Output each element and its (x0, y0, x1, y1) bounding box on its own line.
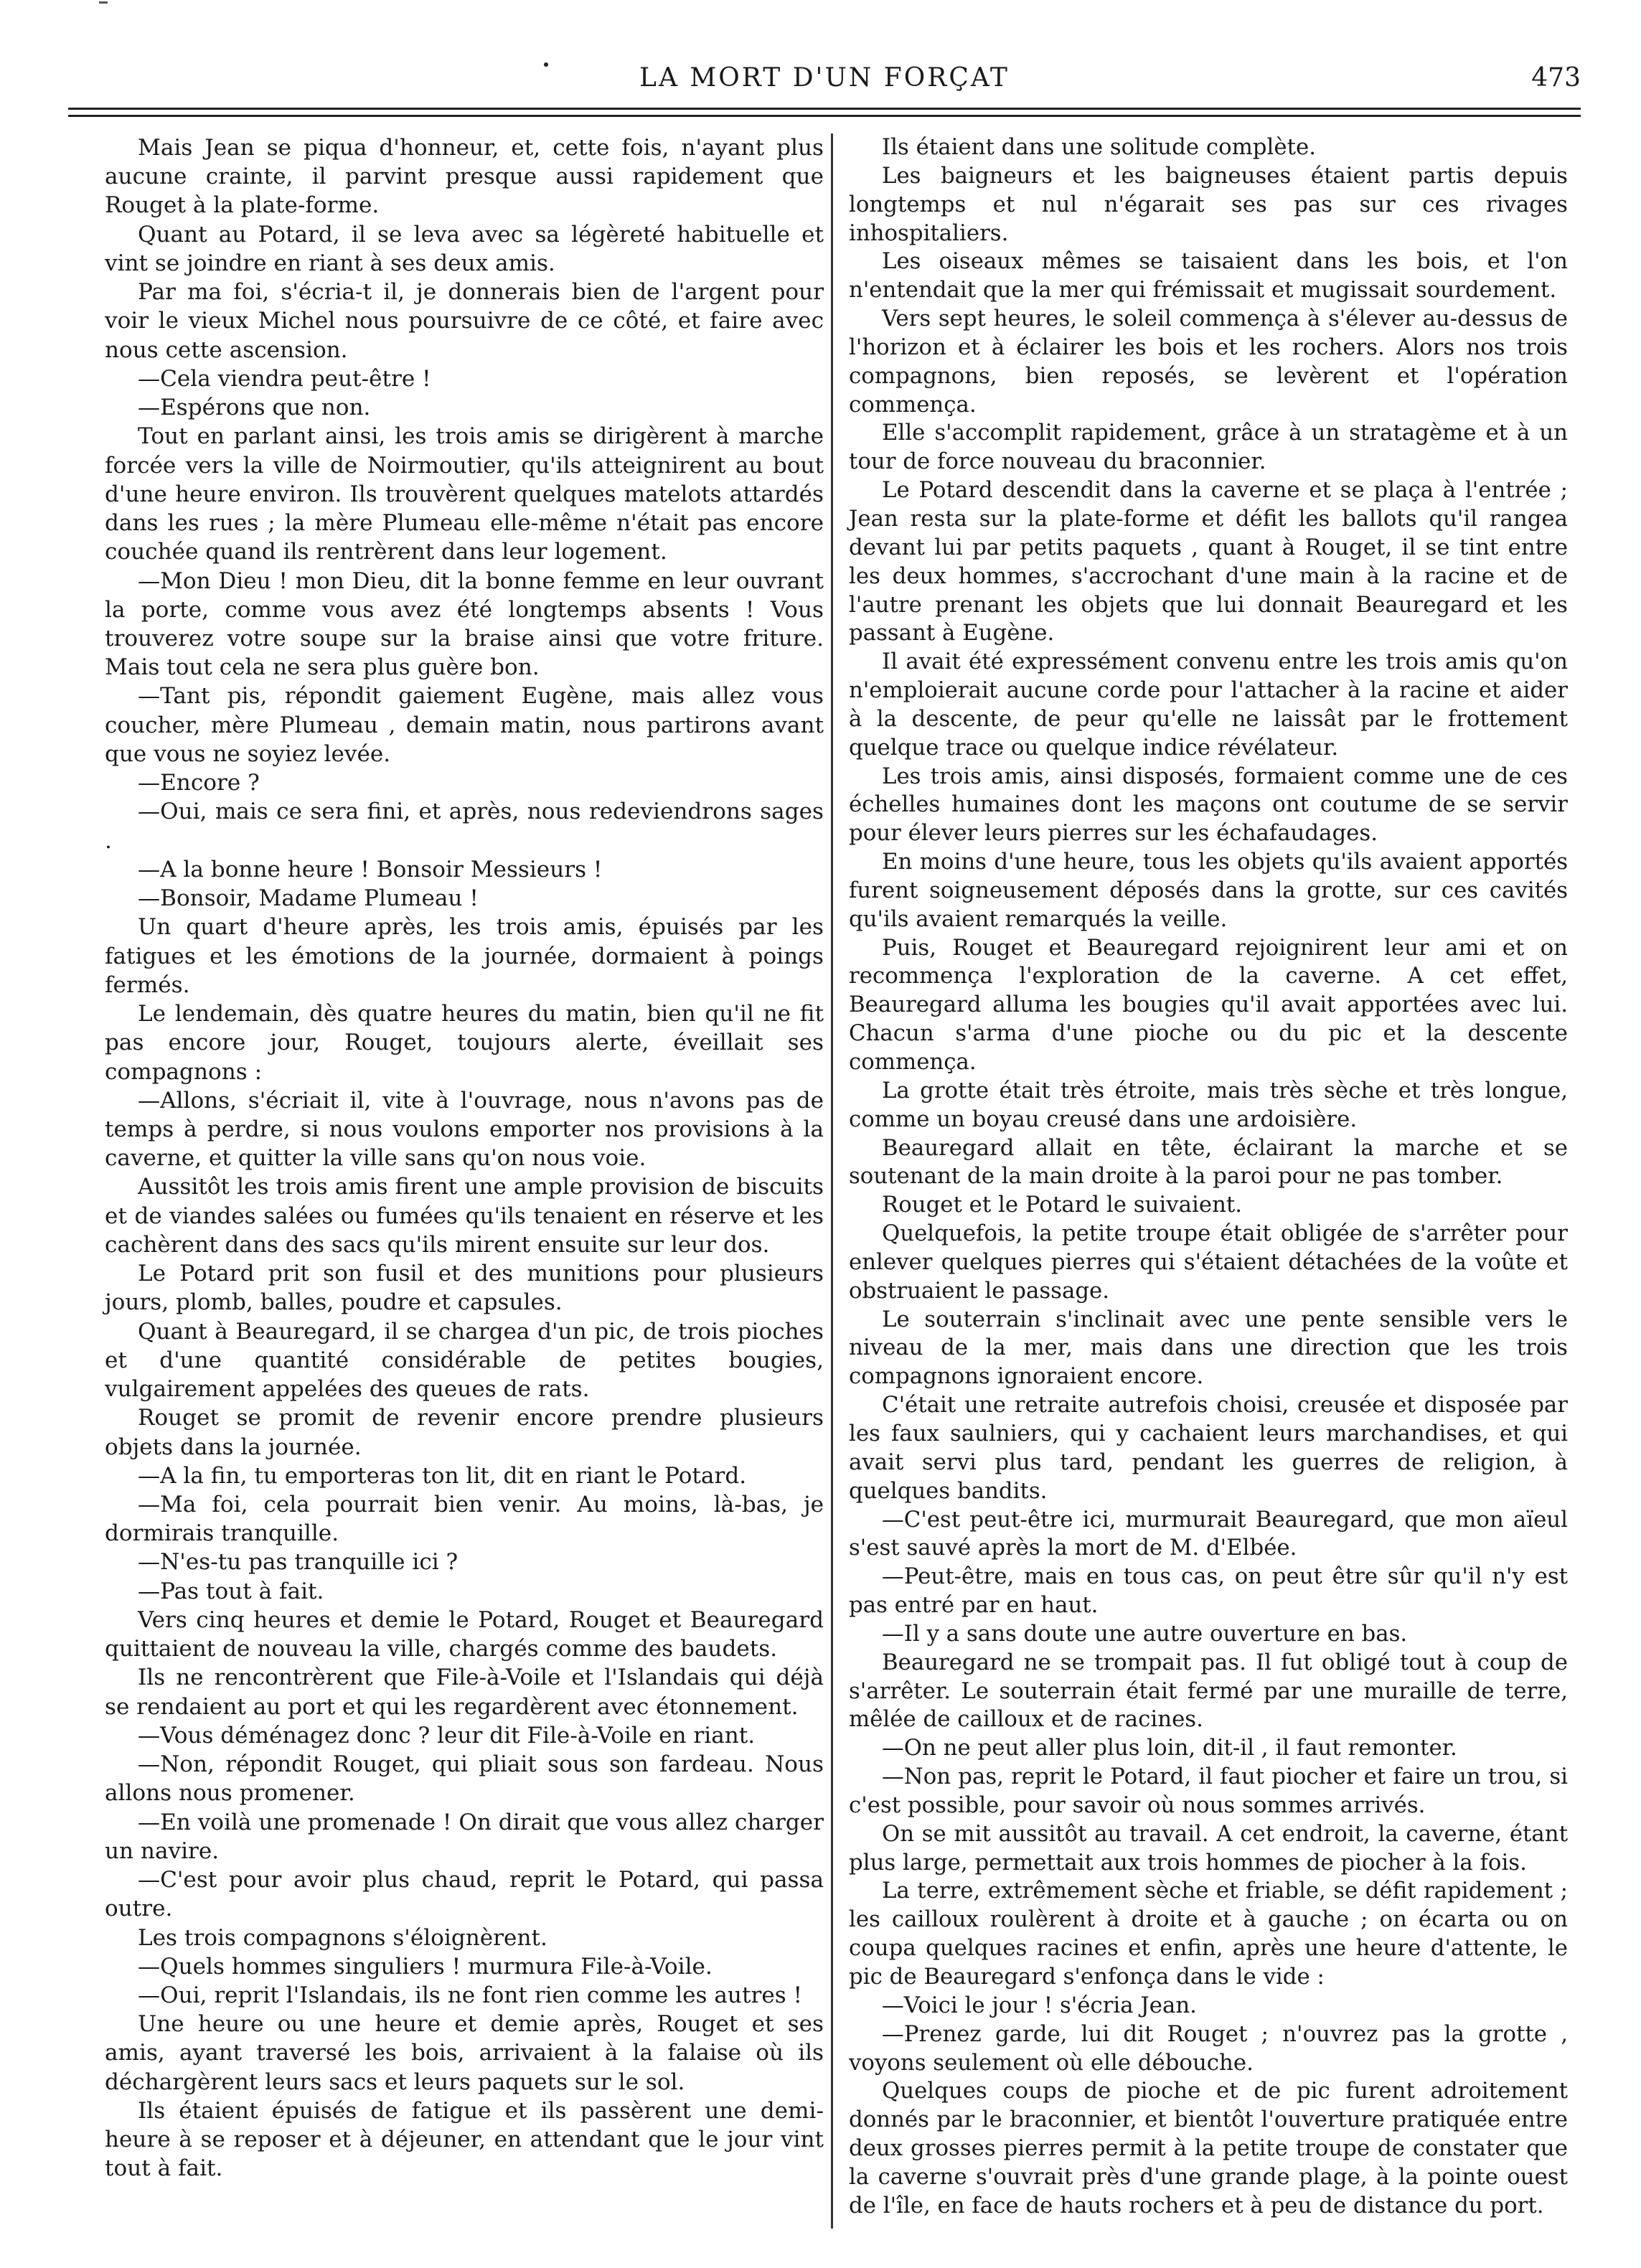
paragraph: —Vous déménagez donc ? leur dit File-à-Voile en riant. (138, 1722, 756, 1749)
paragraph: Quelques coups de pioche et de pic furent adroitement donnés par le braconnier, et bientôt l'ouverture pratiquée entre deux grosses pierres permit à la petite troupe de constater que la caverne s'ouvrait près d'une grande plage, à la pointe ouest de l'île, en face de hauts rochers et à peu de distance du port. (849, 2078, 1568, 2218)
paragraph: —En voilà une promenade ! On dirait que vous allez charger un navire. (105, 1809, 824, 1864)
paragraph: —Mon Dieu ! mon Dieu, dit la bonne femme en leur ouvrant la porte, comme vous avez été longtemps absents ! Vous trouverez votre soupe sur la braise ainsi que votre friture. Mais tout cela ne sera plus guère bon. (105, 568, 824, 681)
paragraph: La terre, extrêmement sèche et friable, se défit rapidement ; les cailloux roulèrent à droite et à gauche ; on écarta ou on coupa quelques racines et enfin, après une heure d'attente, le pic de Beauregard s'enfonça dans le vide : (849, 1878, 1568, 1990)
paragraph: —On ne peut aller plus loin, dit-il , il faut remonter. (882, 1735, 1457, 1761)
paragraph: La grotte était très étroite, mais très sèche et très longue, comme un boyau creusé dans une ardoisière. (849, 1077, 1568, 1132)
paragraph: Les trois amis, ainsi disposés, formaient comme une de ces échelles humaines dont les maçons ont coutume de se servir pour élever leurs pierres sur les échafaudages. (849, 763, 1568, 847)
paragraph: —C'est pour avoir plus chaud, reprit le Potard, qui passa outre. (105, 1867, 824, 1922)
paragraph: —Voici le jour ! s'écria Jean. (882, 1992, 1197, 2018)
paragraph: Ils étaient épuisés de fatigue et ils passèrent une demi-heure à se reposer et à déjeuner, en attendant que le jour vint tout à fait. (105, 2097, 824, 2182)
paragraph: —N'es-tu pas tranquille ici ? (138, 1549, 459, 1576)
paragraph: Les baigneurs et les baigneuses étaient partis depuis longtemps et nul n'égarait ses pas sur ces rivages inhospitaliers. (849, 162, 1568, 246)
paragraph: —Bonsoir, Madame Plumeau ! (138, 885, 479, 912)
paragraph: —Prenez garde, lui dit Rouget ; n'ouvrez pas la grotte , voyons seulement où elle débouche. (849, 2020, 1568, 2076)
column-divider (831, 133, 833, 2229)
paragraph: En moins d'une heure, tous les objets qu'ils avaient apportés furent soigneusement déposés dans la grotte, sur ces cavités qu'ils avaient remarqués la veille. (849, 849, 1568, 932)
paragraph: —A la fin, tu emporteras ton lit, dit en riant le Potard. (138, 1462, 747, 1489)
paragraph: Tout en parlant ainsi, les trois amis se dirigèrent à marche forcée vers la ville de Noirmoutier, qu'ils atteignirent au bout d'une heure environ. Ils trouvèrent quelques matelots attardés dans les rues ; la mère Plumeau elle-même n'était pas encore couchée quand ils rentrèrent dans leur logement. (105, 423, 824, 565)
paragraph: Rouget et le Potard le suivaient. (882, 1192, 1243, 1218)
paragraph: Une heure ou une heure et demie après, Rouget et ses amis, ayant traversé les bois, arrivaient à la falaise où ils déchargèrent leurs sacs et leurs paquets sur le sol. (105, 2011, 824, 2095)
paragraph: Elle s'accomplit rapidement, grâce à un stratagème et à un tour de force nouveau du braconnier. (849, 420, 1568, 475)
paragraph: Mais Jean se piqua d'honneur, et, cette fois, n'ayant plus aucune crainte, il parvint presque aussi rapidement que Rouget à la plate-forme. (105, 135, 824, 219)
paragraph: Vers cinq heures et demie le Potard, Rouget et Beauregard quittaient de nouveau la ville, chargés comme des baudets. (105, 1606, 824, 1662)
paragraph: Par ma foi, s'écria-t il, je donnerais bien de l'argent pour voir le vieux Michel nous poursuivre de ce côté, et faire avec nous cette ascension. (105, 279, 824, 363)
paragraph: —Non, répondit Rouget, qui pliait sous son fardeau. Nous allons nous promener. (105, 1751, 824, 1807)
paragraph: Le souterrain s'inclinait avec une pente sensible vers le niveau de la mer, mais dans une direction que les trois compagnons ignoraient encore. (849, 1306, 1568, 1390)
paragraph: Quant à Beauregard, il se chargea d'un pic, de trois pioches et d'une quantité considérable de petites bougies, vulgairement appelées des queues de rats. (105, 1318, 824, 1403)
paragraph: —Quels hommes singuliers ! murmura File-à-Voile. (138, 1953, 713, 1980)
paragraph: Le Potard descendit dans la caverne et se plaça à l'entrée ; Jean resta sur la plate-forme et défit les ballots qu'il rangea devant lui par petits paquets , quant à Rouget, il se tint entre les deux hommes, s'accrochant d'une main à la racine et de l'autre prenant les objets que lui donnait Beauregard et les passant à Eugène. (849, 477, 1568, 646)
paragraph: —A la bonne heure ! Bonsoir Messieurs ! (138, 856, 603, 883)
paragraph: —Cela viendra peut-être ! (138, 365, 431, 392)
paragraph: —Il y a sans doute une autre ouverture en bas. (882, 1620, 1408, 1647)
page-header (68, 63, 1581, 106)
paragraph: On se mit aussitôt au travail. A cet endroit, la caverne, étant plus large, permettait aux trois hommes de piocher à la fois. (849, 1820, 1568, 1876)
right-column (849, 133, 1568, 2221)
paragraph: Quant au Potard, il se leva avec sa légèreté habituelle et vint se joindre en riant à ses deux amis. (105, 221, 824, 276)
paragraph: Ils ne rencontrèrent que File-à-Voile et l'Islandais qui déjà se rendaient au port et qui les regardèrent avec étonnement. (105, 1665, 824, 1720)
paragraph: Les oiseaux mêmes se taisaient dans les bois, et l'on n'entendait que la mer qui frémissait et mugissait sourdement. (849, 248, 1568, 304)
paragraph: —Pas tout à fait. (138, 1578, 324, 1604)
paragraph: Il avait été expressément convenu entre les trois amis qu'on n'emploierait aucune corde pour l'attacher à la racine et aider à la descente, de peur qu'elle ne laissât par le frottement quelque trace ou quelque indice révélateur. (849, 649, 1568, 761)
paragraph: —Encore ? (138, 770, 260, 796)
paragraph: Rouget se promit de revenir encore prendre plusieurs objets dans la journée. (105, 1405, 824, 1460)
paragraph: —Oui, mais ce sera fini, et après, nous redeviendrons sages . (105, 799, 824, 854)
left-column (105, 133, 824, 2183)
paragraph: —Peut-être, mais en tous cas, on peut être sûr qu'il n'y est pas entré par en haut. (849, 1563, 1568, 1619)
page-corner-mark (99, 1, 108, 4)
paragraph: —Espérons que non. (138, 395, 371, 421)
header-rule-top (68, 108, 1581, 110)
paragraph: —Tant pis, répondit gaiement Eugène, mais allez vous coucher, mère Plumeau , demain matin, nous partirons avant que vous ne soyiez levée. (105, 683, 824, 767)
paragraph: —C'est peut-être ici, murmurait Beauregard, que mon aïeul s'est sauvé après la mort de M. d'Elbée. (849, 1506, 1568, 1561)
paragraph: —Oui, reprit l'Islandais, ils ne font rien comme les autres ! (138, 1982, 803, 2008)
paragraph: C'était une retraite autrefois choisi, creusée et disposée par les faux saulniers, qui y cachaient leurs marchandises, et qui avait servi plus tard, pendant les guerres de religion, à quelques bandits. (849, 1392, 1568, 1504)
paragraph: Aussitôt les trois amis firent une ample provision de biscuits et de viandes salées ou fumées qu'ils tenaient en réserve et les cachèrent dans des sacs qu'ils mirent ensuite sur leur dos. (105, 1174, 824, 1258)
paragraph: Ils étaient dans une solitude complète. (882, 134, 1316, 160)
running-title: LA MORT D'UN FORÇAT (639, 63, 1010, 93)
paragraph: —Ma foi, cela pourrait bien venir. Au moins, là-bas, je dormirais tranquille. (105, 1492, 824, 1547)
paragraph: —Non pas, reprit le Potard, il faut piocher et faire un trou, si c'est possible, pour savoir où nous sommes arrivés. (849, 1764, 1568, 1818)
paragraph: Le Potard prit son fusil et des munitions pour plusieurs jours, plomb, balles, poudre et capsules. (105, 1261, 824, 1316)
page-number: 473 (1531, 63, 1581, 93)
paragraph: Vers sept heures, le soleil commença à s'élever au-dessus de l'horizon et à éclairer les bois et les rochers. Alors nos trois compagnons, bien reposés, se levèrent et l'opération commença. (849, 306, 1568, 418)
paragraph: Beauregard ne se trompait pas. Il fut obligé tout à coup de s'arrêter. Le souterrain était fermé par une muraille de terre, mêlée de cailloux et de racines. (849, 1649, 1568, 1733)
paragraph: Beauregard allait en tête, éclairant la marche et se soutenant de la main droite à la paroi pour ne pas tomber. (849, 1134, 1568, 1190)
paragraph: Le lendemain, dès quatre heures du matin, bien qu'il ne fit pas encore jour, Rouget, toujours alerte, éveillait ses compagnons : (105, 1001, 824, 1085)
header-rule-bottom (68, 115, 1581, 117)
paragraph: Puis, Rouget et Beauregard rejoignirent leur ami et on recommença l'exploration de la caverne. A cet effet, Beauregard alluma les bougies qu'il avait apportées avec lui. Chacun s'arma d'une pioche ou du pic et la descente commença. (849, 934, 1568, 1075)
paragraph: Un quart d'heure après, les trois amis, épuisés par les fatigues et les émotions de la journée, dormaient à poings fermés. (105, 914, 824, 998)
paragraph: Les trois compagnons s'éloignèrent. (138, 1924, 547, 1951)
paragraph: —Allons, s'écriait il, vite à l'ouvrage, nous n'avons pas de temps à perdre, si nous voulons emporter nos provisions à la caverne, et quitter la ville sans qu'on nous voie. (105, 1087, 824, 1172)
paragraph: Quelquefois, la petite troupe était obligée de s'arrêter pour enlever quelques pierres qui s'étaient détachées de la voûte et obstruaient le passage. (849, 1220, 1568, 1304)
